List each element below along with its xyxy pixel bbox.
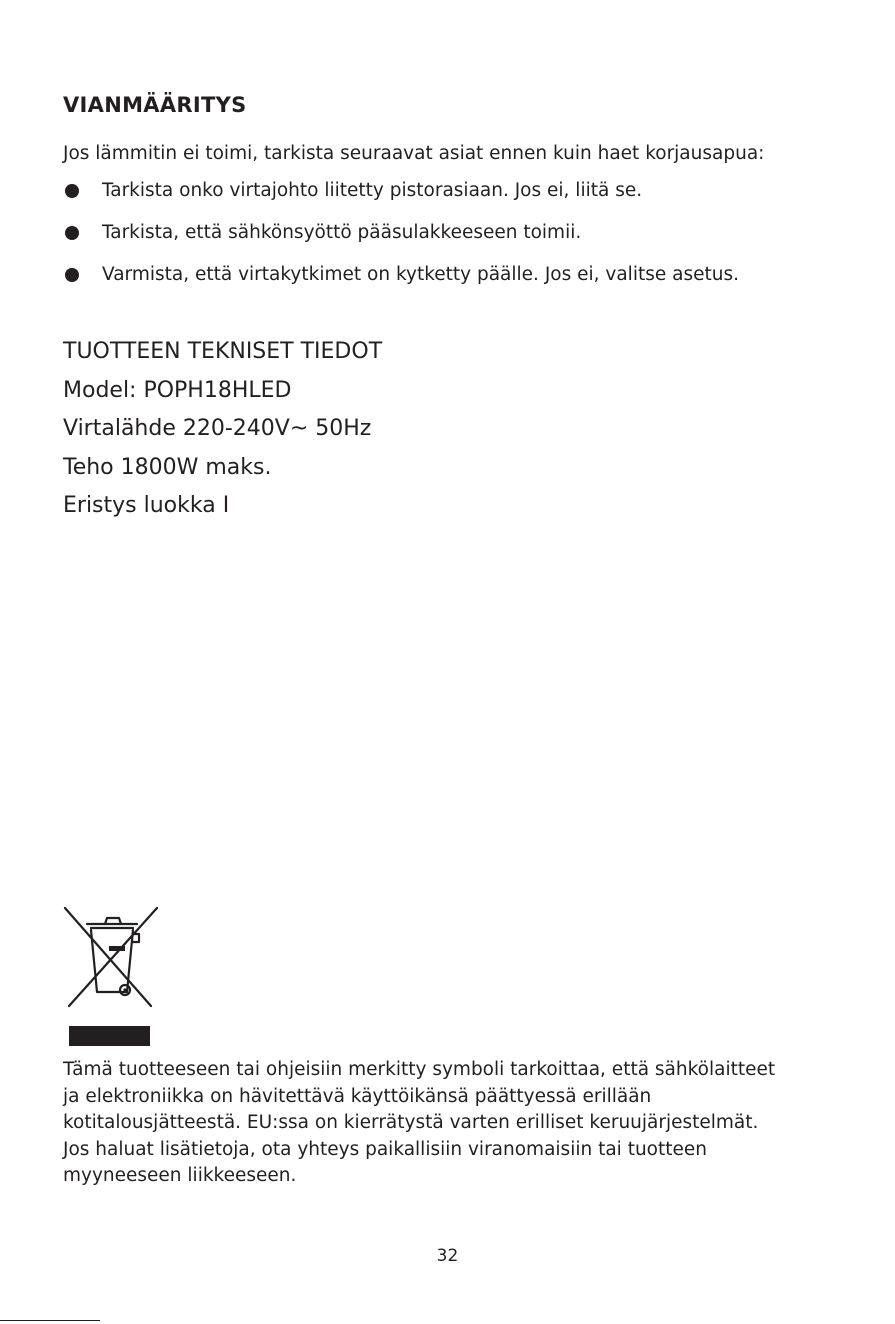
disposal-line: myyneeseen liikkeeseen. bbox=[63, 1165, 297, 1186]
spec-power-supply: Virtalähde 220-240V~ 50Hz bbox=[63, 416, 372, 441]
disposal-notice bbox=[63, 1057, 853, 1190]
spec-model: Model: POPH18HLED bbox=[63, 377, 292, 403]
list-item bbox=[63, 178, 739, 220]
technical-specs bbox=[63, 338, 382, 531]
bullet-icon bbox=[65, 226, 79, 240]
disposal-line: ja elektroniikka on hävitettävä käyttöikänsä päättyessä erillään bbox=[63, 1085, 652, 1107]
list-item bbox=[63, 262, 739, 304]
footer-rule bbox=[0, 1320, 100, 1321]
weee-underline-bar bbox=[69, 1026, 150, 1046]
spec-power: Teho 1800W maks. bbox=[63, 454, 272, 480]
list-item-text: Varmista, että virtakytkimet on kytketty päälle. Jos ei, valitse asetus. bbox=[102, 264, 739, 285]
bullet-icon bbox=[65, 268, 79, 282]
disposal-line: Jos haluat lisätietoja, ota yhteys paikallisiin viranomaisiin tai tuotteen bbox=[63, 1138, 707, 1160]
troubleshooting-list bbox=[63, 178, 739, 304]
troubleshooting-intro: Jos lämmitin ei toimi, tarkista seuraavat asiat ennen kuin haet korjausapua: bbox=[63, 143, 765, 164]
disposal-line: kotitalousjätteestä. EU:ssa on kierrätystä varten erilliset keruujärjestelmät. bbox=[63, 1112, 759, 1133]
bullet-icon bbox=[65, 184, 79, 198]
troubleshooting-heading: VIANMÄÄRITYS bbox=[63, 93, 247, 117]
disposal-line: Tämä tuotteeseen tai ohjeisiin merkitty symboli tarkoittaa, että sähkölaitteet bbox=[63, 1059, 776, 1080]
specs-heading: TUOTTEEN TEKNISET TIEDOT bbox=[63, 339, 383, 364]
page-number: 32 bbox=[436, 1246, 459, 1266]
spec-insulation-class: Eristys luokka I bbox=[63, 493, 230, 518]
crossed-out-wheelie-bin-icon bbox=[63, 906, 159, 1010]
list-item bbox=[63, 220, 739, 262]
list-item-text: Tarkista, että sähkönsyöttö pääsulakkeeseen toimii. bbox=[102, 222, 582, 243]
list-item-text: Tarkista onko virtajohto liitetty pistorasiaan. Jos ei, liitä se. bbox=[102, 180, 643, 201]
